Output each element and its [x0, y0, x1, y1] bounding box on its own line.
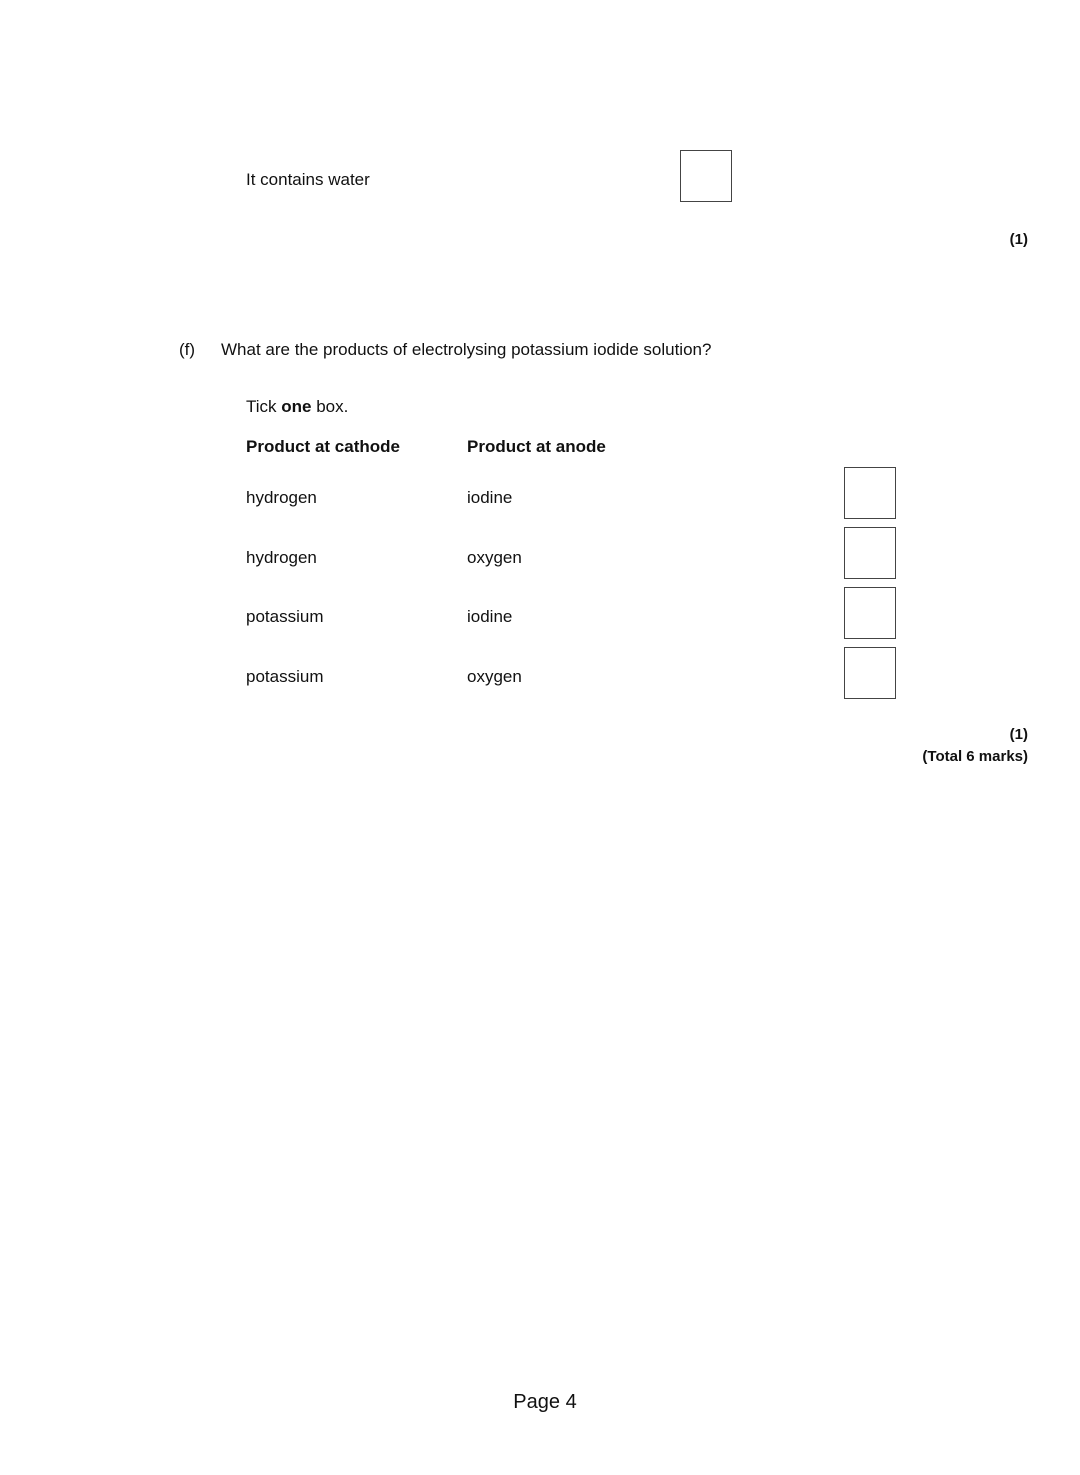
instruction-prefix: Tick — [246, 397, 282, 416]
option-anode-1: iodine — [467, 488, 513, 507]
total-marks: (Total 6 marks) — [922, 748, 1028, 765]
option-anode-4: oxygen — [467, 667, 522, 686]
option-cathode-3: potassium — [246, 607, 324, 626]
option-anode-2: oxygen — [467, 548, 522, 567]
option-cathode-1: hydrogen — [246, 488, 317, 507]
option-cathode-4: potassium — [246, 667, 324, 686]
instruction-emphasis: one — [281, 397, 312, 416]
tick-box-option-3[interactable] — [844, 587, 896, 639]
mark-allocation-f — [922, 724, 1028, 768]
mark-allocation-previous: (1) — [1009, 231, 1028, 248]
instruction-suffix: box. — [311, 397, 349, 416]
option-anode-3: iodine — [467, 607, 513, 626]
tick-box-contains-water[interactable] — [680, 150, 732, 202]
mark-value-f: (1) — [1009, 726, 1028, 743]
option-cathode-2: hydrogen — [246, 548, 317, 567]
tick-box-option-4[interactable] — [844, 647, 896, 699]
tick-box-option-2[interactable] — [844, 527, 896, 579]
instruction-text — [246, 397, 348, 417]
option-label-contains-water: It contains water — [246, 170, 370, 189]
column-header-anode: Product at anode — [467, 437, 606, 456]
question-part-label: (f) — [179, 340, 196, 359]
question-prompt: What are the products of electrolysing potassium iodide solution? — [221, 340, 712, 359]
column-header-cathode: Product at cathode — [246, 437, 400, 456]
page-number: Page 4 — [513, 1391, 577, 1413]
tick-box-option-1[interactable] — [844, 467, 896, 519]
